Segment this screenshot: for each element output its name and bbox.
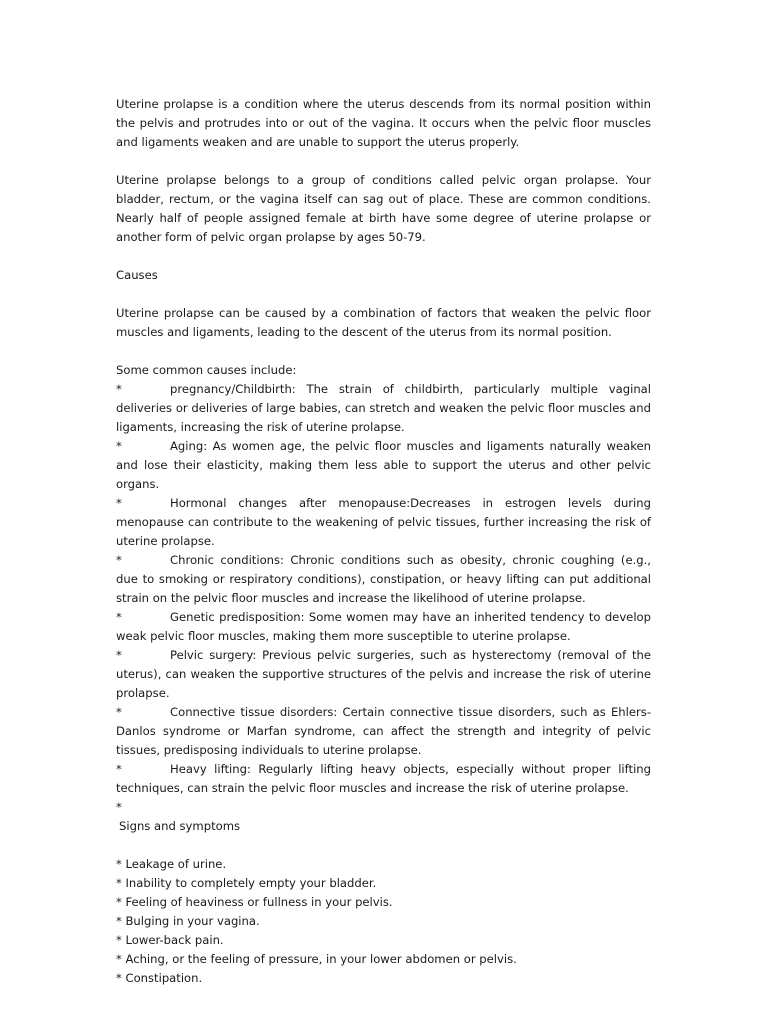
symptom-item: * Bulging in your vagina.: [116, 914, 260, 928]
cause-item: [116, 551, 651, 608]
trailing-bullet-marker: *: [116, 800, 122, 814]
symptoms-heading: Signs and symptoms: [119, 819, 241, 833]
symptom-item: * Leakage of urine.: [116, 857, 227, 871]
cause-item: [116, 646, 651, 703]
bullet-marker: *: [116, 762, 122, 776]
cause-text: Heavy lifting: Regularly lifting heavy objects, especially without proper lifting techniques, can strain the pelvic floor muscles and increase the risk of uterine prolapse.: [116, 762, 651, 795]
cause-item: [116, 703, 651, 760]
cause-item: [116, 760, 651, 798]
symptom-item: * Aching, or the feeling of pressure, in your lower abdomen or pelvis.: [116, 952, 517, 966]
symptom-item: * Feeling of heaviness or fullness in your pelvis.: [116, 895, 393, 909]
common-causes-label: Some common causes include:: [116, 363, 297, 377]
symptom-item: * Lower-back pain.: [116, 933, 224, 947]
bullet-marker: *: [116, 496, 122, 510]
bullet-marker: *: [116, 610, 122, 624]
bullet-marker: *: [116, 553, 122, 567]
cause-item: [116, 608, 651, 646]
causes-intro-paragraph: Uterine prolapse can be caused by a combination of factors that weaken the pelvic floor muscles and ligaments, leading to the descent of the uterus from its normal position.: [116, 306, 651, 339]
cause-item: [116, 380, 651, 437]
symptom-item: * Inability to completely empty your bladder.: [116, 876, 377, 890]
cause-text: Pelvic surgery: Previous pelvic surgeries, such as hysterectomy (removal of the uterus), can weaken the supportive structures of the pelvis and increase the risk of uterine prolapse.: [116, 648, 651, 700]
cause-item: [116, 494, 651, 551]
cause-text: Connective tissue disorders: Certain connective tissue disorders, such as Ehlers-Danlos syndrome or Marfan syndrome, can affect the strength and integrity of pelvic tissues, predisposing individuals to uterine prolapse.: [116, 705, 651, 757]
cause-text: pregnancy/Childbirth: The strain of childbirth, particularly multiple vaginal deliveries or deliveries of large babies, can stretch and weaken the pelvic floor muscles and ligaments, increasing the risk of uterine prolapse.: [116, 382, 651, 434]
cause-item: [116, 437, 651, 494]
cause-text: Chronic conditions: Chronic conditions such as obesity, chronic coughing (e.g., due to smoking or respiratory conditions), constipation, or heavy lifting can put additional strain on the pelvic floor muscles and increase the likelihood of uterine prolapse.: [116, 553, 651, 605]
causes-heading: Causes: [116, 268, 158, 282]
document-page: [116, 95, 651, 988]
intro-paragraph-2: Uterine prolapse belongs to a group of conditions called pelvic organ prolapse. Your bladder, rectum, or the vagina itself can sag out of place. These are common conditions. Nearly half of people assigned female at birth have some degree of uterine prolapse or another form of pelvic organ prolapse by ages 50-79.: [116, 173, 651, 244]
cause-text: Genetic predisposition: Some women may have an inherited tendency to develop weak pelvic floor muscles, making them more susceptible to uterine prolapse.: [116, 610, 651, 643]
cause-text: Hormonal changes after menopause:Decreases in estrogen levels during menopause can contribute to the weakening of pelvic tissues, further increasing the risk of uterine prolapse.: [116, 496, 651, 548]
bullet-marker: *: [116, 648, 122, 662]
bullet-marker: *: [116, 439, 122, 453]
bullet-marker: *: [116, 705, 122, 719]
symptom-item: * Constipation.: [116, 971, 203, 985]
cause-text: Aging: As women age, the pelvic floor muscles and ligaments naturally weaken and lose their elasticity, making them less able to support the uterus and other pelvic organs.: [116, 439, 651, 491]
intro-paragraph-1: Uterine prolapse is a condition where the uterus descends from its normal position within the pelvis and protrudes into or out of the vagina. It occurs when the pelvic floor muscles and ligaments weaken and are unable to support the uterus properly.: [116, 97, 651, 149]
bullet-marker: *: [116, 382, 122, 396]
